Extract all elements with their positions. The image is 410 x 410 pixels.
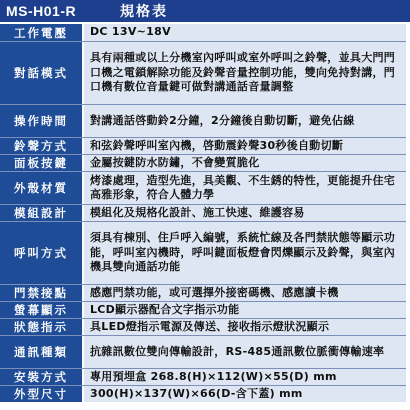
- spec-value: 300(H)×137(W)×66(D-含下蓋) mm: [84, 386, 406, 402]
- spec-label: 外型尺寸: [0, 386, 84, 402]
- spec-label: 操作時間: [0, 105, 84, 137]
- spec-value: 具有兩種或以上分機室內呼叫或室外呼叫之鈴聲，並具大門門口機之電鎖解除功能及鈴聲音量控制功能，雙向免持對講，門口機有數位音量鍵可做對講通話音量調整: [84, 42, 406, 104]
- spec-row: [0, 104, 406, 137]
- spec-row: [0, 204, 406, 221]
- spec-value: 感應門禁功能，或可選擇外接密碼機、感應讀卡機: [84, 285, 406, 301]
- spec-value: 金屬按鍵防水防鏽，不會變質脆化: [84, 155, 406, 171]
- spec-row: [0, 368, 406, 385]
- spec-label: 面板按鍵: [0, 155, 84, 171]
- spec-label: 狀態指示: [0, 319, 84, 335]
- model-number: MS-H01-R: [6, 3, 77, 19]
- spec-row: [0, 154, 406, 171]
- spec-label: 螢幕顯示: [0, 302, 84, 318]
- spec-label: 模組設計: [0, 205, 84, 221]
- spec-row: [0, 41, 406, 104]
- spec-value: DC 13V~18V: [84, 24, 406, 41]
- spec-row: [0, 137, 406, 154]
- spec-value: 抗雜訊數位雙向傳輸設計，RS-485通訊數位脈衝傳輸速率: [84, 336, 406, 368]
- spec-row: [0, 301, 406, 318]
- spec-label: 安裝方式: [0, 369, 84, 385]
- spec-row: [0, 24, 406, 41]
- spec-row: [0, 385, 406, 402]
- spec-value: 須具有棟別、住戶呼入編號，系統忙線及各門禁狀態等顯示功能，呼叫室內機時，呼叫鍵面板燈會閃爍顯示及鈴聲，與室內機具雙向通話功能: [84, 222, 406, 284]
- sheet-header: [0, 0, 410, 22]
- spec-label: 門禁接點: [0, 285, 84, 301]
- spec-table: [0, 24, 406, 402]
- spec-row: [0, 171, 406, 204]
- spec-value: 專用預埋盒 268.8(H)×112(W)×55(D) mm: [84, 369, 406, 385]
- spec-label: 呼叫方式: [0, 222, 84, 284]
- spec-value: LCD顯示器配合文字指示功能: [84, 302, 406, 318]
- spec-row: [0, 284, 406, 301]
- spec-value: 模組化及規格化設計、施工快速、維護容易: [84, 205, 406, 221]
- spec-label: 對話模式: [0, 42, 84, 104]
- spec-row: [0, 221, 406, 284]
- spec-label: 外殼材質: [0, 172, 84, 204]
- spec-row: [0, 335, 406, 368]
- spec-value: 具LED燈指示電源及傳送、接收指示燈狀況顯示: [84, 319, 406, 335]
- spec-value: 和弦鈴聲呼叫室內機，啓動震鈴聲30秒後自動切斷: [84, 138, 406, 154]
- spec-value: 烤漆處理，造型先進，具美觀、不生銹的特性，更能提升住宅高雅形象，符合人體力學: [84, 172, 406, 204]
- sheet-title: 規格表: [120, 4, 168, 20]
- spec-row: [0, 318, 406, 335]
- spec-label: 鈴聲方式: [0, 138, 84, 154]
- spec-label: 工作電壓: [0, 24, 84, 41]
- spec-label: 通訊種類: [0, 336, 84, 368]
- spec-value: 對講通話啓動鈴2分鐘，2分鐘後自動切斷，避免佔線: [84, 105, 406, 137]
